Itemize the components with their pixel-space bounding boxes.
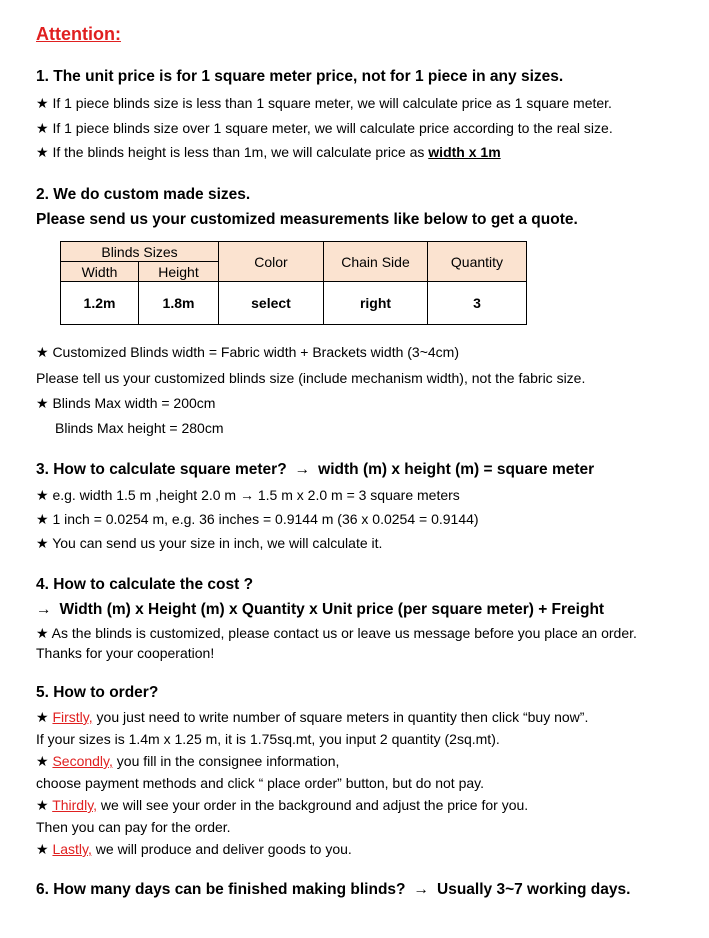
thirdly-label: Thirdly, [52,797,98,813]
chain-side-header: Chain Side [324,242,428,282]
section1-bullet-3 [36,143,501,161]
section6-heading [36,881,630,899]
section3-bullet-1: ★ e.g. width 1.5 m ,height 2.0 m → 1.5 m x 2.0 m = 3 square meters [36,487,460,503]
section4-formula [36,601,604,619]
section3-heading [36,461,594,479]
height-header: Height [139,262,219,282]
section2-heading: 2. We do custom made sizes. [36,186,251,203]
secondly-label: Secondly, [52,753,113,769]
lastly-text: we will produce and deliver goods to you. [91,841,352,857]
arrow-right-icon: → [413,881,430,898]
section3-bullet-3: ★ You can send us your size in inch, we will calculate it. [36,535,383,551]
width-value: 1.2m [61,282,139,325]
section2-note-1: ★ Customized Blinds width = Fabric width + Brackets width (3~4cm) [36,344,459,360]
attention-title: Attention: [36,24,121,44]
secondly-text: you fill in the consignee information, [112,753,340,769]
height-value: 1.8m [139,282,219,325]
chain-side-value: right [324,282,428,325]
section2-note-3: ★ Blinds Max width = 200cm [36,395,216,411]
section2-note-2: Please tell us your customized blinds size (include mechanism width), not the fabric size. [36,370,586,386]
step-lastly [36,840,352,858]
section4-heading: 4. How to calculate the cost ? [36,576,254,593]
color-header: Color [219,242,324,282]
section5-heading: 5. How to order? [36,684,159,701]
section1-bullet-1: ★ If 1 piece blinds size is less than 1 square meter, we will calculate price as 1 square meter. [36,95,612,111]
section1-heading: 1. The unit price is for 1 square meter price, not for 1 piece in any sizes. [36,68,564,85]
step-firstly [36,708,588,726]
quantity-header: Quantity [428,242,527,282]
section1-bullet-3-text: ★ If the blinds height is less than 1m, we will calculate price as [36,144,429,160]
step-secondly-detail: choose payment methods and click “ place order” button, but do not pay. [36,775,484,791]
arrow-right-icon: → [294,461,311,478]
step-thirdly-detail: Then you can pay for the order. [36,819,231,835]
section2-note-4: Blinds Max height = 280cm [55,420,224,436]
section3-answer: width (m) x height (m) = square meter [318,461,595,478]
star-icon: ★ [36,753,53,769]
section2-subheading: Please send us your customized measurements like below to get a quote. [36,211,578,228]
arrow-right-icon: → [36,601,52,618]
section4-thanks: Thanks for your cooperation! [36,645,215,661]
thirdly-text: we will see your order in the background and adjust the price for you. [97,797,529,813]
star-icon: ★ [36,841,53,857]
lastly-label: Lastly, [52,841,92,857]
cost-formula: Width (m) x Height (m) x Quantity x Unit price (per square meter) + Freight [59,601,605,618]
firstly-text: you just need to write number of square meters in quantity then click “buy now”. [92,709,589,725]
section6-question: 6. How many days can be finished making blinds? [36,881,406,898]
section1-bullet-2: ★ If 1 piece blinds size over 1 square meter, we will calculate price according to the real size. [36,120,613,136]
step-firstly-example: If your sizes is 1.4m x 1.25 m, it is 1.75sq.mt, you input 2 quantity (2sq.mt). [36,731,500,747]
width-header: Width [61,262,139,282]
width-x-1m-emphasis: width x 1m [428,144,501,160]
color-value: select [219,282,324,325]
star-icon: ★ [36,797,53,813]
star-icon: ★ [36,709,53,725]
section3-question: 3. How to calculate square meter? [36,461,287,478]
blinds-sizes-header: Blinds Sizes [61,242,219,262]
section6-answer: Usually 3~7 working days. [437,881,631,898]
measurement-table [60,241,527,325]
firstly-label: Firstly, [52,709,93,725]
section4-bullet-1: ★ As the blinds is customized, please contact us or leave us message before you place an order. [36,625,637,641]
section3-bullet-2: ★ 1 inch = 0.0254 m, e.g. 36 inches = 0.9144 m (36 x 0.0254 = 0.9144) [36,511,479,527]
step-thirdly [36,796,528,814]
step-secondly [36,752,339,770]
quantity-value: 3 [428,282,527,325]
